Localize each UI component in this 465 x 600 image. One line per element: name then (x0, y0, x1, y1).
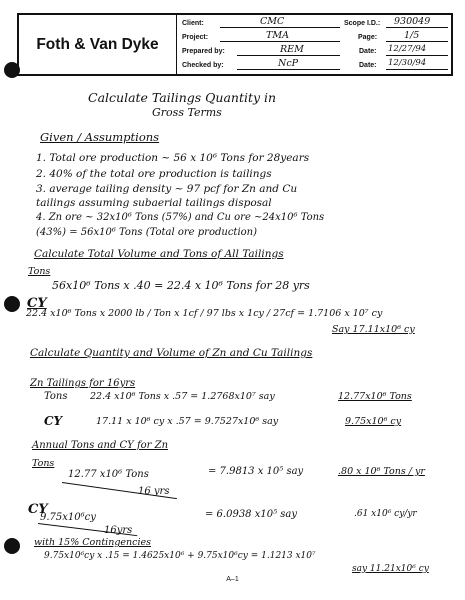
section-total-tailings: Calculate Total Volume and Tons of All Tailings (34, 248, 284, 260)
zn-tons-label: Tons (44, 391, 68, 402)
zn-subheading: Zn Tailings for 16yrs (30, 378, 136, 389)
total-cy-calc: 22.4 x10⁶ Tons x 2000 lb / Ton x 1cf / 97 lbs x 1cy / 27cf = 1.7106 x 10⁷ cy (26, 308, 383, 319)
assumption-4: 4. Zn ore ~ 32x10⁶ Tons (57%) and Cu ore ~24x10⁶ Tons (36, 212, 325, 223)
zn-cy-calc: 17.11 x 10⁶ cy x .57 = 9.7527x10⁶ say (96, 416, 279, 427)
client-row (182, 17, 450, 31)
project-value: TMA (266, 30, 289, 41)
project-row (182, 31, 450, 45)
total-cy-result: Say 17.11x10⁶ cy (332, 324, 415, 335)
annual-tons-numerator: 12.77 x10⁶ Tons (68, 469, 149, 480)
annual-tons-denominator: 16 yrs (138, 486, 170, 497)
zn-cy-result: 9.75x10⁶ cy (345, 416, 402, 427)
annual-heading: Annual Tons and CY for Zn (32, 440, 169, 451)
cy-label: CY (27, 296, 47, 311)
prepared-label: Prepared by: (182, 48, 225, 55)
assumption-3: 3. average tailing density ~ 97 pcf for Zn and Cu (36, 183, 298, 195)
zn-cy-label: CY (44, 414, 63, 428)
annual-cy-denominator: 16yrs (104, 525, 133, 536)
tons-label: Tons (28, 266, 51, 277)
scope-label: Scope I.D.: (344, 20, 381, 27)
project-label: Project: (182, 34, 209, 41)
assumption-2: 2. 40% of the total ore production is tailings (36, 168, 272, 180)
given-heading: Given / Assumptions (40, 130, 160, 144)
checked-label: Checked by: (182, 62, 224, 69)
binder-hole (4, 296, 20, 312)
annual-tons-calc: = 7.9813 x 10⁵ say (208, 466, 304, 477)
page-footer: A–1 (226, 576, 239, 583)
section-zn-cu-tailings: Calculate Quantity and Volume of Zn and Cu Tailings (30, 347, 313, 359)
page-value: 1/5 (404, 30, 420, 41)
assumption-4-continued: (43%) = 56x10⁶ Tons (Total ore production) (36, 227, 258, 238)
date-value: 12/27/94 (388, 44, 427, 54)
sheet-title: Calculate Tailings Quantity in (88, 90, 277, 105)
date-value: 12/30/94 (388, 58, 427, 68)
assumption-1: 1. Total ore production ~ 56 x 10⁶ Tons for 28years (36, 152, 310, 164)
sheet-title-line2: Gross Terms (152, 106, 222, 119)
annual-cy-calc: = 6.0938 x10⁵ say (205, 509, 298, 520)
date-label: Date: (359, 62, 377, 69)
prepared-row (182, 45, 450, 59)
annual-cy-label: CY (28, 502, 48, 517)
annual-cy-numerator: 9.75x10⁶cy (40, 512, 96, 523)
assumption-3-continued: tailings assuming subaerial tailings disposal (36, 197, 272, 209)
client-label: Client: (182, 20, 204, 27)
contingency-calc: 9.75x10⁶cy x .15 = 1.4625x10⁶ + 9.75x10⁶cy = 1.1213 x10⁷ (44, 551, 316, 561)
total-tons-calc: 56x10⁶ Tons x .40 = 22.4 x 10⁶ Tons for 28 yrs (52, 279, 310, 292)
annual-tons-result: .80 x 10⁶ Tons / yr (338, 466, 425, 477)
prepared-value: REM (280, 44, 304, 55)
binder-hole (4, 538, 20, 554)
contingency-result: say 11.21x10⁶ cy (352, 564, 429, 574)
header-fields (182, 17, 450, 75)
annual-cy-result: .61 x10⁶ cy/yr (354, 509, 417, 519)
zn-tons-result: 12.77x10⁶ Tons (338, 391, 412, 402)
scope-value: 930049 (394, 16, 431, 27)
checked-value: NcP (278, 58, 299, 69)
title-block (17, 13, 453, 76)
annual-tons-label: Tons (32, 458, 55, 469)
date-label: Date: (359, 48, 377, 55)
contingency-heading: with 15% Contingencies (34, 537, 152, 548)
client-value: CMC (260, 16, 285, 27)
checked-row (182, 59, 450, 73)
zn-tons-calc: 22.4 x10⁶ Tons x .57 = 1.2768x10⁷ say (90, 391, 275, 402)
company-name: Foth & Van Dyke (19, 15, 177, 74)
page-label: Page: (358, 34, 378, 41)
